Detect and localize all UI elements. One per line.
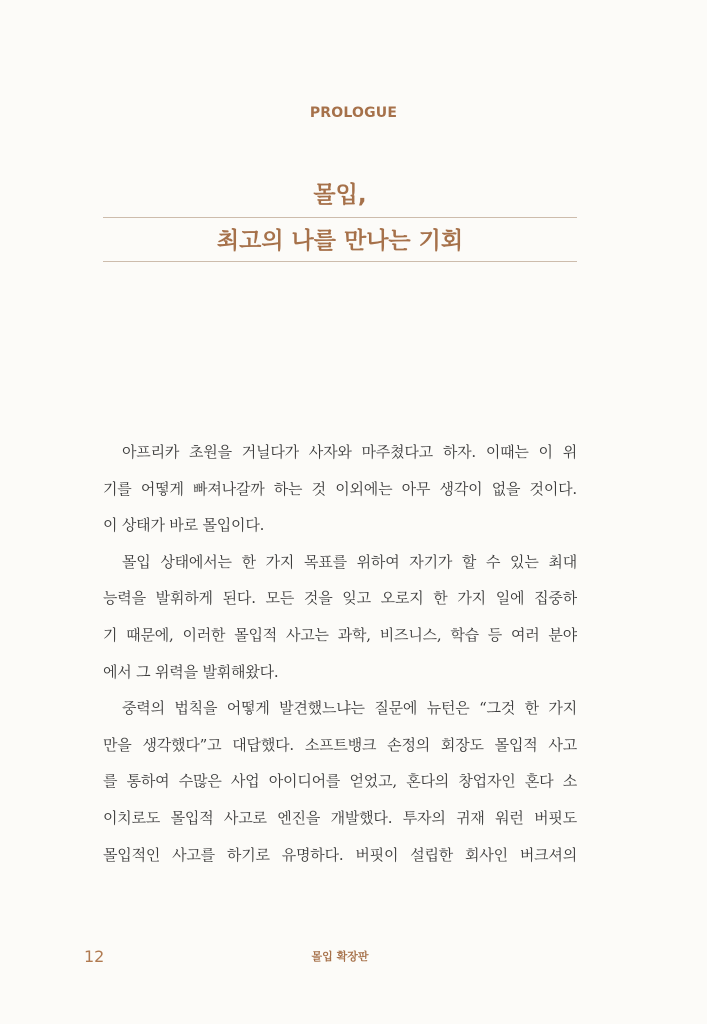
text-line: 기를 어떻게 빠져나갈까 하는 것 이외에는 아무 생각이 없을 것이다. [103,479,577,498]
text-line: 능력을 발휘하게 된다. 모든 것을 잊고 오로지 한 가지 일에 집중하 [103,589,577,608]
paragraph [103,434,577,544]
text-line: 중력의 법칙을 어떻게 발견했느냐는 질문에 뉴턴은 “그것 한 가지 [122,699,577,718]
text-line: 이치로도 몰입적 사고로 엔진을 개발했다. 투자의 귀재 워런 버핏도 [103,808,577,827]
text-line: 에서 그 위력을 발휘해왔다. [103,662,279,681]
text-line: 를 통하여 수많은 사업 아이디어를 얻었고, 혼다의 창업자인 혼다 소 [103,772,577,791]
text-line: 기 때문에, 이러한 몰입적 사고는 과학, 비즈니스, 학습 등 여러 분야 [103,625,577,644]
text-line: 만을 생각했다”고 대답했다. 소프트뱅크 손정의 회장도 몰입적 사고 [103,735,577,754]
section-label: PROLOGUE [309,105,398,121]
page-number: 12 [84,947,105,966]
chapter-title-line-1: 몰입, [313,182,367,208]
paragraph [103,544,577,690]
title-divider-bottom [103,261,577,262]
running-footer-title: 몰입 확장판 [311,950,369,963]
text-line: 이 상태가 바로 몰입이다. [103,516,265,535]
paragraph [103,690,577,873]
body-text [103,434,577,873]
text-line: 아프리카 초원을 거닐다가 사자와 마주쳤다고 하자. 이때는 이 위 [122,443,577,461]
chapter-title-line-2: 최고의 나를 만나는 기회 [216,228,464,254]
text-line: 몰입적인 사고를 하기로 유명하다. 버핏이 설립한 회사인 버크셔의 [103,845,577,864]
text-line: 몰입 상태에서는 한 가지 목표를 위하여 자기가 할 수 있는 최대 [122,552,577,571]
title-divider-top [103,217,577,218]
